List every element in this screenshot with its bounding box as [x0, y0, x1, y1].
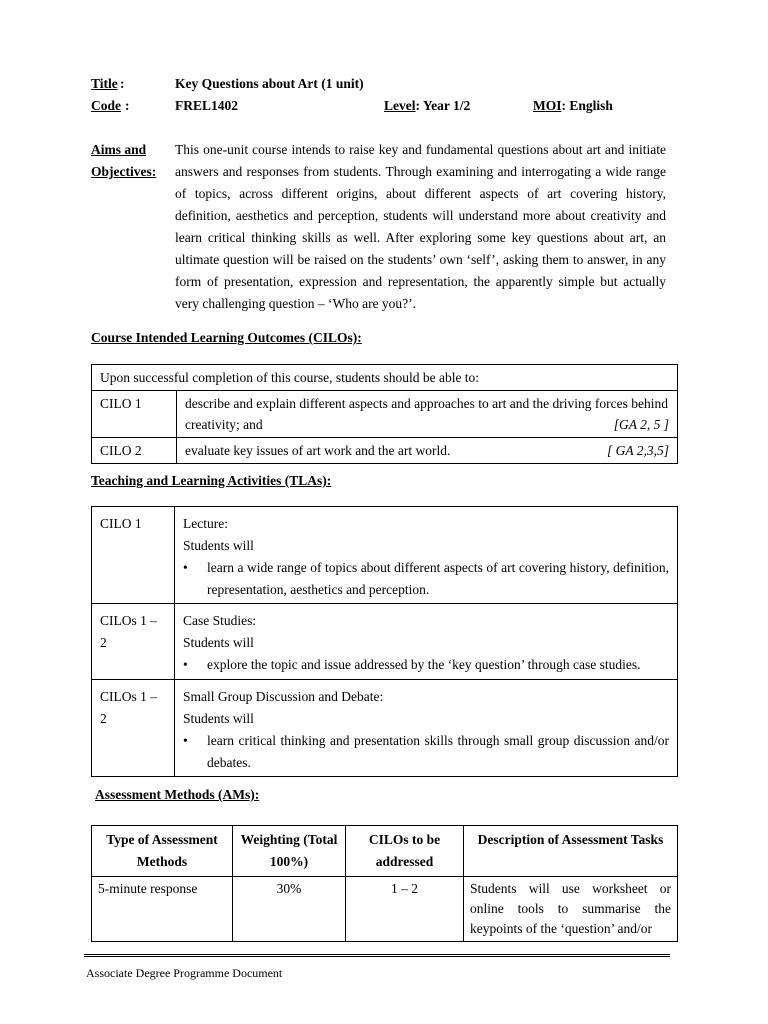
tla-cilo: CILO 1 [92, 507, 175, 604]
am-type: 5-minute response [92, 877, 233, 942]
cilo-text: describe and explain different aspects and approaches to art and the driving forces behind creativity; and [GA 2, 5 ] [177, 391, 678, 438]
table-row [92, 604, 678, 680]
footer-text: Associate Degree Programme Document [86, 966, 283, 980]
list-item: • learn critical thinking and presentation skills through small group discussion and/or debates. [183, 733, 669, 770]
title-label: Title [91, 76, 118, 91]
column-header: Description of Assessment Tasks [464, 826, 678, 877]
cilo-id: CILO 1 [92, 391, 177, 438]
tla-cilo: CILOs 1 – 2 [92, 680, 175, 777]
moi-field: MOI: English [533, 98, 613, 113]
table-row [92, 507, 678, 604]
course-title: Key Questions about Art (1 unit) [175, 76, 364, 91]
cilo-intro: Upon successful completion of this course, students should be able to: [92, 365, 678, 391]
cilo-heading: Course Intended Learning Outcomes (CILOs): [91, 330, 362, 345]
cilo-text: evaluate key issues of art work and the art world. [ GA 2,3,5] [177, 438, 678, 464]
table-row [92, 438, 678, 464]
column-header: Weighting (Total 100%) [233, 826, 346, 877]
aims-text: This one-unit course intends to raise key and fundamental questions about art and initiate answers and responses from students. Through examining and interrogating a wide range of topics, across different origins, about different aspects of art covering history, definition, aesthetics and perception, students will understand more about creativity and learn critical thinking skills as well. After exploring some key questions about art, an ultimate question will be raised on the students’ own ‘self’, asking them to answer, in any form of presentation, expression and representation, the apparently simple but actually very challenging question – ‘Who are you?’. [175, 142, 666, 311]
footer-divider [84, 954, 670, 960]
am-desc: Students will use worksheet or online tools to summarise the keypoints of the ‘question’ and/or [464, 877, 678, 942]
am-cilos: 1 – 2 [346, 877, 464, 942]
am-table [91, 825, 678, 942]
table-row [92, 391, 678, 438]
tla-activity: Small Group Discussion and Debate: Students will • learn critical thinking and presentation skills through small group discussion and/or debates. [175, 680, 678, 777]
tla-table [91, 506, 678, 777]
cilo-id: CILO 2 [92, 438, 177, 464]
am-heading: Assessment Methods (AMs): [95, 787, 260, 802]
level-field: Level: Year 1/2 [384, 98, 471, 113]
tla-activity: Lecture: Students will • learn a wide range of topics about different aspects of art covering history, definition, representation, aesthetics and perception. [175, 507, 678, 604]
table-header-row [92, 826, 678, 877]
tla-activity: Case Studies: Students will • explore the topic and issue addressed by the ‘key question’ through case studies. [175, 604, 678, 680]
table-row [92, 877, 678, 942]
cilo-table [91, 364, 678, 464]
header-block: Title : Key Questions about Art (1 unit) Code : FREL1402 Level: Year 1/2 MOI: English [91, 74, 691, 118]
ga-tag: [ GA 2,3,5] [606, 443, 669, 458]
ga-tag: [GA 2, 5 ] [613, 417, 669, 432]
table-row [92, 680, 678, 777]
aims-label: Aims and Objectives: [91, 142, 157, 179]
list-item: • explore the topic and issue addressed by the ‘key question’ through case studies. [183, 657, 641, 672]
list-item: • learn a wide range of topics about different aspects of art covering history, definition, representation, aesthetics and perception. [183, 560, 669, 597]
am-weight: 30% [233, 877, 346, 942]
course-code: FREL1402 [175, 98, 239, 113]
tla-heading: Teaching and Learning Activities (TLAs): [91, 473, 332, 488]
column-header: Type of Assessment Methods [92, 826, 233, 877]
column-header: CILOs to be addressed [346, 826, 464, 877]
tla-cilo: CILOs 1 – 2 [92, 604, 175, 680]
code-label: Code [91, 98, 121, 113]
